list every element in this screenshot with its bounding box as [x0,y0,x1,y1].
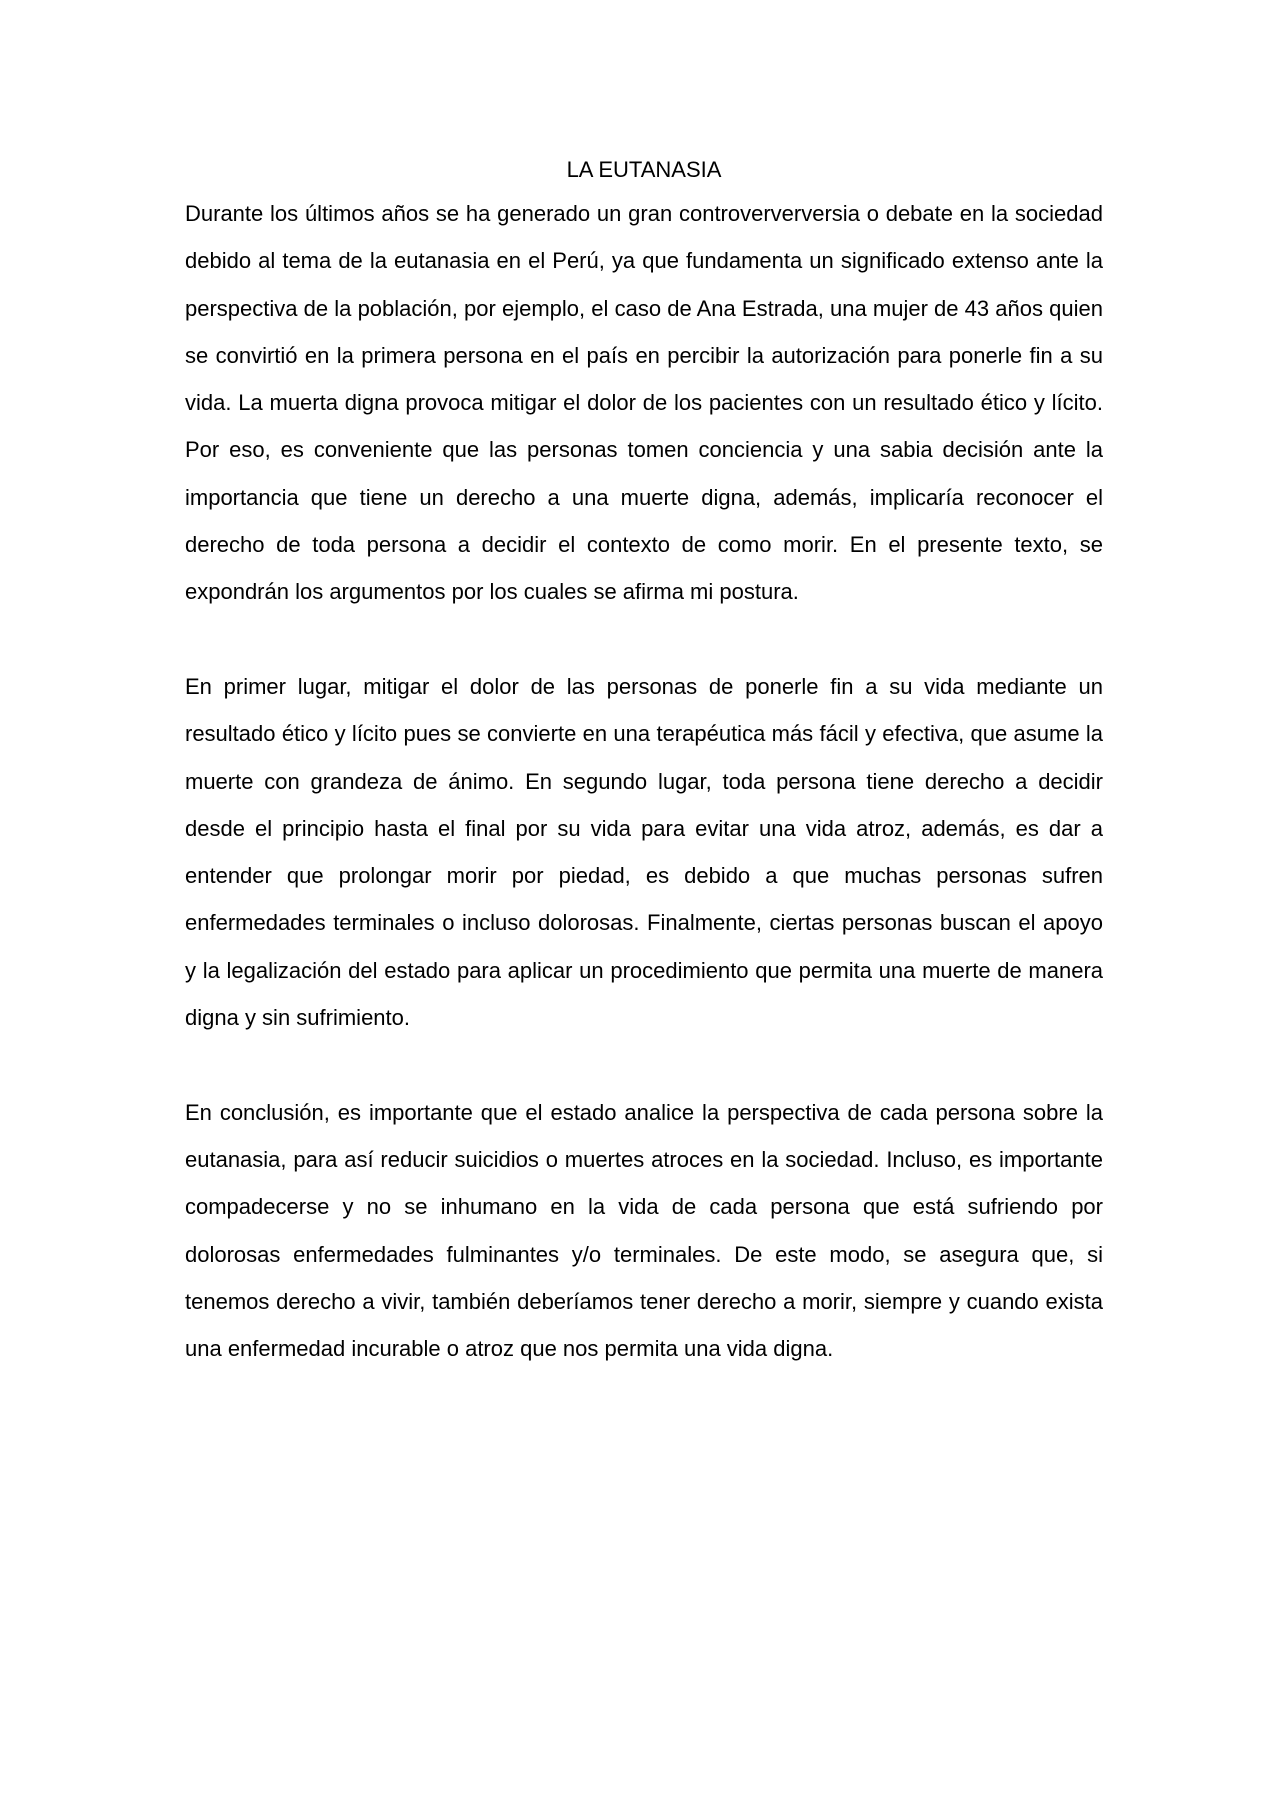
paragraph-spacer [185,616,1103,663]
document-body [185,150,1103,1372]
paragraph-arguments: En primer lugar, mitigar el dolor de las personas de ponerle fin a su vida mediante un resultado ético y lícito pues se convierte en una terapéutica más fácil y efectiva, que asume la muerte con grandeza de ánimo. En segundo lugar, toda persona tiene derecho a decidir desde el principio hasta el final por su vida para evitar una vida atroz, además, es dar a entender que prolongar morir por piedad, es debido a que muchas personas sufren enfermedades terminales o incluso dolorosas. Finalmente, ciertas personas buscan el apoyo y la legalización del estado para aplicar un procedimiento que permita una muerte de manera digna y sin sufrimiento. [185,673,1103,1031]
paragraph-spacer [185,1041,1103,1088]
document-title: LA EUTANASIA [566,157,722,182]
paragraph-introduction: Durante los últimos años se ha generado un gran controververversia o debate en la sociedad debido al tema de la eutanasia en el Perú, ya que fundamenta un significado extenso ante la perspectiva de la población, por ejemplo, el caso de Ana Estrada, una mujer de 43 años quien se convirtió en la primera persona en el país en percibir la autorización para ponerle fin a su vida. La muerta digna provoca mitigar el dolor de los pacientes con un resultado ético y lícito. Por eso, es conveniente que las personas tomen conciencia y una sabia decisión ante la importancia que tiene un derecho a una muerte digna, además, implicaría reconocer el derecho de toda persona a decidir el contexto de como morir. En el presente texto, se expondrán los argumentos por los cuales se afirma mi postura. [185,201,1103,605]
paragraph-conclusion: En conclusión, es importante que el estado analice la perspectiva de cada persona sobre la eutanasia, para así reducir suicidios o muertes atroces en la sociedad. Incluso, es importante compadecerse y no se inhumano en la vida de cada persona que está sufriendo por dolorosas enfermedades fulminantes y/o terminales. De este modo, se asegura que, si tenemos derecho a vivir, también deberíamos tener derecho a morir, siempre y cuando exista una enfermedad incurable o atroz que nos permita una vida digna. [185,1099,1103,1362]
